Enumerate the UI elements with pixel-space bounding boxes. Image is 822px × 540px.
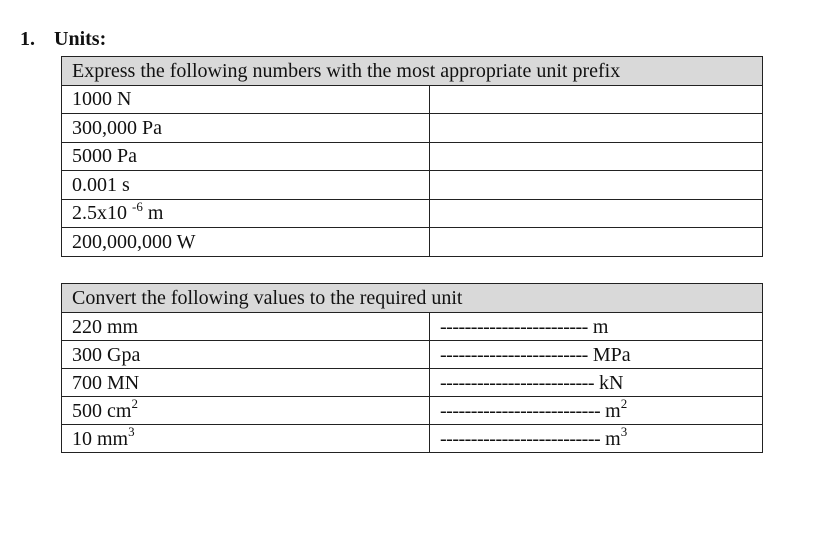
convert-table <box>61 283 763 453</box>
prefix-answer-cell[interactable] <box>430 142 763 171</box>
table-row <box>62 171 763 200</box>
prefix-answer-cell[interactable] <box>430 85 763 114</box>
table-header-row <box>62 284 763 313</box>
target-unit: m <box>592 315 609 338</box>
prefix-answer-cell[interactable] <box>430 114 763 143</box>
prefix-answer-cell[interactable] <box>430 171 763 200</box>
answer-blank: ------------------------ <box>440 343 588 366</box>
value-exponent: 3 <box>128 424 135 439</box>
convert-value-cell: 300 Gpa <box>62 341 430 369</box>
table-row <box>62 397 763 425</box>
table-row <box>62 85 763 114</box>
convert-answer-cell[interactable] <box>430 369 763 397</box>
section-number: 1. <box>20 28 35 50</box>
prefix-value-cell: 300,000 Pa <box>62 114 430 143</box>
target-unit: m <box>605 427 621 450</box>
value-unit: m <box>147 202 164 225</box>
target-unit: m <box>605 399 621 422</box>
prefix-value-cell: 0.001 s <box>62 171 430 200</box>
value-exponent: 2 <box>131 396 138 411</box>
convert-value-cell: 220 mm <box>62 313 430 341</box>
section-heading <box>20 28 106 51</box>
answer-blank: -------------------------- <box>440 399 601 422</box>
value-base: 2.5x10 <box>72 202 127 225</box>
convert-table-header: Convert the following values to the required unit <box>62 284 763 313</box>
target-exponent: 2 <box>620 396 628 411</box>
table-row <box>62 341 763 369</box>
answer-blank: -------------------------- <box>440 427 601 450</box>
table-row <box>62 114 763 143</box>
convert-value-cell <box>62 425 430 453</box>
convert-value-cell <box>62 397 430 425</box>
prefix-value-cell <box>62 199 430 228</box>
prefix-value-cell: 200,000,000 W <box>62 228 430 257</box>
prefix-table-header: Express the following numbers with the most appropriate unit prefix <box>62 57 763 86</box>
convert-answer-cell[interactable] <box>430 341 763 369</box>
answer-blank: ------------------------ <box>440 315 588 338</box>
prefix-value-cell: 5000 Pa <box>62 142 430 171</box>
target-exponent: 3 <box>620 424 628 439</box>
table-row <box>62 425 763 453</box>
convert-answer-cell[interactable] <box>430 313 763 341</box>
convert-answer-cell[interactable] <box>430 425 763 453</box>
table-row <box>62 313 763 341</box>
prefix-answer-cell[interactable] <box>430 228 763 257</box>
value-base: 500 cm <box>72 399 132 422</box>
table-row <box>62 369 763 397</box>
value-exponent: -6 <box>132 199 143 214</box>
prefix-value-cell: 1000 N <box>62 85 430 114</box>
section-title: Units: <box>54 28 107 50</box>
target-unit: MPa <box>592 343 631 366</box>
target-unit: kN <box>599 371 624 394</box>
prefix-answer-cell[interactable] <box>430 199 763 228</box>
table-row <box>62 228 763 257</box>
convert-answer-cell[interactable] <box>430 397 763 425</box>
answer-blank: ------------------------- <box>440 371 595 394</box>
table-header-row <box>62 57 763 86</box>
prefix-table <box>61 56 763 257</box>
convert-value-cell: 700 MN <box>62 369 430 397</box>
table-row <box>62 142 763 171</box>
table-row <box>62 199 763 228</box>
value-base: 10 mm <box>72 427 129 450</box>
